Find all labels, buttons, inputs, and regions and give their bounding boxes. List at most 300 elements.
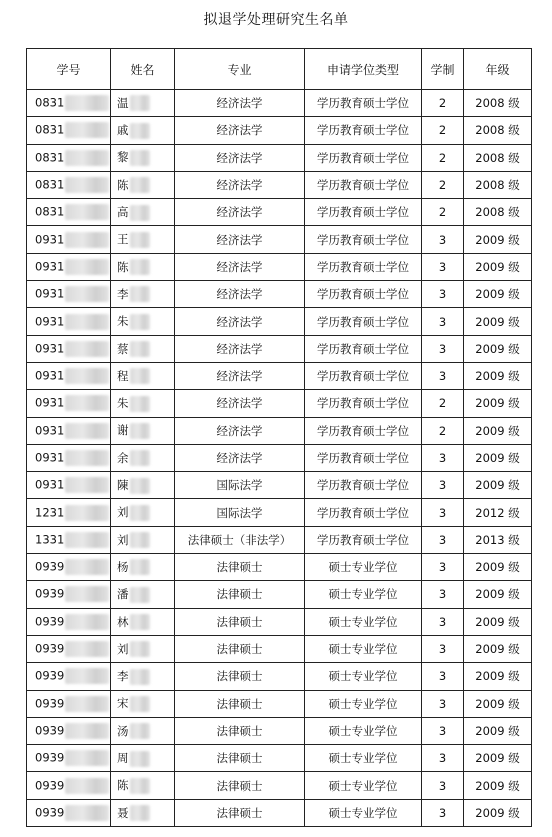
degree-type-cell-text: 学历教育硕士学位	[317, 505, 409, 520]
redaction-blur	[65, 314, 109, 330]
table-row	[27, 417, 532, 444]
degree-type-cell	[305, 745, 422, 772]
grade-cell-text: 2008 级	[475, 178, 520, 193]
grade-cell	[464, 745, 532, 772]
student-name-cell	[111, 281, 175, 308]
table-row	[27, 199, 532, 226]
grade-cell-text: 2009 级	[475, 287, 520, 302]
student-name-cell-text: 周	[117, 751, 129, 766]
student-id-cell-text: 0931	[35, 259, 65, 274]
student-id-cell	[27, 690, 111, 717]
table-row	[27, 335, 532, 362]
student-id-cell-text: 0939	[35, 805, 65, 820]
student-name-cell-text: 程	[117, 368, 129, 383]
table-row	[27, 362, 532, 389]
student-name-cell	[111, 581, 175, 608]
grade-cell	[464, 417, 532, 444]
program-length-cell-text: 2	[438, 123, 447, 138]
grade-cell	[464, 663, 532, 690]
student-id-cell-text: 0931	[35, 368, 65, 383]
degree-type-cell	[305, 554, 422, 581]
table-row	[27, 663, 532, 690]
program-length-cell	[422, 362, 464, 389]
degree-type-cell-text: 硕士专业学位	[328, 723, 398, 738]
program-length-cell	[422, 745, 464, 772]
student-id-cell-text: 0931	[35, 395, 65, 410]
table-row	[27, 690, 532, 717]
major-cell-text: 经济法学	[216, 341, 263, 356]
redaction-blur	[65, 368, 109, 384]
redaction-blur	[130, 805, 150, 821]
program-length-cell-text: 3	[438, 341, 447, 356]
student-id-cell	[27, 444, 111, 471]
degree-type-cell-text: 学历教育硕士学位	[317, 478, 409, 493]
redaction-blur	[65, 286, 109, 302]
redaction-blur	[130, 478, 150, 494]
student-id-cell	[27, 526, 111, 553]
header-degree-type: 申请学位类型	[305, 49, 422, 90]
program-length-cell	[422, 799, 464, 826]
student-id-cell	[27, 171, 111, 198]
program-length-cell	[422, 717, 464, 744]
student-id-cell-text: 0939	[35, 778, 65, 793]
major-cell	[175, 335, 305, 362]
grade-cell	[464, 554, 532, 581]
program-length-cell	[422, 417, 464, 444]
grade-cell-text: 2009 级	[475, 369, 520, 384]
student-id-cell	[27, 281, 111, 308]
student-name-cell	[111, 772, 175, 799]
grade-cell-text: 2009 级	[475, 669, 520, 684]
major-cell	[175, 717, 305, 744]
grade-cell	[464, 226, 532, 253]
redaction-blur	[65, 395, 109, 411]
student-id-cell-text: 0831	[35, 204, 65, 219]
major-cell-text: 经济法学	[216, 205, 263, 220]
grade-cell-text: 2008 级	[475, 150, 520, 165]
student-name-cell	[111, 635, 175, 662]
major-cell-text: 法律硕士	[216, 614, 263, 629]
redaction-blur	[130, 532, 150, 548]
table-row	[27, 772, 532, 799]
table-row	[27, 608, 532, 635]
grade-cell-text: 2009 级	[475, 723, 520, 738]
major-cell-text: 经济法学	[216, 259, 263, 274]
header-name: 姓名	[111, 49, 175, 90]
major-cell	[175, 362, 305, 389]
redaction-blur	[65, 122, 109, 138]
student-id-cell	[27, 635, 111, 662]
program-length-cell	[422, 226, 464, 253]
grade-cell	[464, 472, 532, 499]
redaction-blur	[65, 177, 109, 193]
program-length-cell-text: 3	[438, 614, 447, 629]
redaction-blur	[130, 641, 150, 657]
grade-cell-text: 2009 级	[475, 587, 520, 602]
student-id-cell	[27, 608, 111, 635]
major-cell	[175, 444, 305, 471]
redaction-blur	[130, 778, 150, 794]
grade-cell-text: 2009 级	[475, 805, 520, 820]
student-id-cell-text: 0939	[35, 614, 65, 629]
program-length-cell	[422, 281, 464, 308]
student-name-cell	[111, 472, 175, 499]
major-cell	[175, 199, 305, 226]
major-cell-text: 经济法学	[216, 150, 263, 165]
degree-type-cell	[305, 199, 422, 226]
student-name-cell	[111, 199, 175, 226]
redaction-blur	[65, 204, 109, 220]
degree-type-cell-text: 硕士专业学位	[328, 778, 398, 793]
student-name-cell	[111, 226, 175, 253]
student-name-cell	[111, 444, 175, 471]
major-cell-text: 法律硕士	[216, 805, 263, 820]
student-id-cell	[27, 226, 111, 253]
student-id-cell	[27, 308, 111, 335]
student-id-cell-text: 0939	[35, 586, 65, 601]
degree-type-cell-text: 学历教育硕士学位	[317, 314, 409, 329]
redaction-blur	[65, 341, 109, 357]
redaction-blur	[130, 314, 150, 330]
student-id-cell	[27, 117, 111, 144]
degree-type-cell-text: 硕士专业学位	[328, 805, 398, 820]
degree-type-cell-text: 硕士专业学位	[328, 696, 398, 711]
student-name-cell-text: 刘	[117, 532, 129, 547]
student-table	[26, 48, 532, 827]
document-title: 拟退学处理研究生名单	[203, 12, 349, 28]
student-id-cell-text: 0931	[35, 341, 65, 356]
grade-cell-text: 2008 级	[475, 123, 520, 138]
redaction-blur	[130, 587, 150, 603]
redaction-blur	[65, 586, 109, 602]
redaction-blur	[65, 805, 109, 821]
grade-cell-text: 2009 级	[475, 423, 520, 438]
student-id-cell-text: 1231	[35, 505, 65, 520]
redaction-blur	[65, 95, 109, 111]
student-id-cell	[27, 554, 111, 581]
student-name-cell-text: 李	[117, 669, 129, 684]
program-length-cell-text: 2	[438, 96, 447, 111]
major-cell-text: 经济法学	[216, 287, 263, 302]
degree-type-cell	[305, 635, 422, 662]
redaction-blur	[130, 341, 150, 357]
header-student-id: 学号	[27, 49, 111, 90]
student-id-cell-text: 0939	[35, 723, 65, 738]
program-length-cell-text: 3	[438, 669, 447, 684]
program-length-cell	[422, 117, 464, 144]
degree-type-cell	[305, 663, 422, 690]
program-length-cell	[422, 308, 464, 335]
grade-cell-text: 2009 级	[475, 696, 520, 711]
student-id-cell	[27, 90, 111, 117]
student-name-cell-text: 高	[117, 205, 129, 220]
program-length-cell	[422, 144, 464, 171]
grade-cell	[464, 117, 532, 144]
grade-cell	[464, 362, 532, 389]
table-row	[27, 581, 532, 608]
program-length-cell	[422, 554, 464, 581]
major-cell	[175, 499, 305, 526]
header-major: 专业	[175, 49, 305, 90]
student-name-cell	[111, 308, 175, 335]
degree-type-cell	[305, 171, 422, 198]
student-name-cell	[111, 745, 175, 772]
degree-type-cell-text: 学历教育硕士学位	[317, 205, 409, 220]
program-length-cell	[422, 171, 464, 198]
student-name-cell-text: 蔡	[117, 341, 129, 356]
grade-cell	[464, 499, 532, 526]
degree-type-cell	[305, 281, 422, 308]
redaction-blur	[65, 450, 109, 466]
degree-type-cell	[305, 390, 422, 417]
major-cell-text: 国际法学	[216, 478, 263, 493]
student-name-cell-text: 温	[117, 95, 129, 110]
degree-type-cell-text: 学历教育硕士学位	[317, 369, 409, 384]
redaction-blur	[65, 532, 109, 548]
student-id-cell	[27, 362, 111, 389]
major-cell-text: 法律硕士	[216, 723, 263, 738]
student-id-cell	[27, 472, 111, 499]
program-length-cell	[422, 663, 464, 690]
table-row	[27, 253, 532, 280]
major-cell	[175, 390, 305, 417]
redaction-blur	[65, 259, 109, 275]
program-length-cell-text: 3	[438, 696, 447, 711]
student-name-cell-text: 王	[117, 232, 129, 247]
program-length-cell	[422, 581, 464, 608]
major-cell	[175, 253, 305, 280]
student-id-cell-text: 0931	[35, 423, 65, 438]
student-id-cell	[27, 417, 111, 444]
grade-cell	[464, 390, 532, 417]
student-id-cell	[27, 199, 111, 226]
major-cell	[175, 745, 305, 772]
major-cell	[175, 90, 305, 117]
degree-type-cell-text: 学历教育硕士学位	[317, 178, 409, 193]
redaction-blur	[130, 505, 150, 521]
student-name-cell-text: 李	[117, 286, 129, 301]
grade-cell	[464, 281, 532, 308]
degree-type-cell	[305, 499, 422, 526]
grade-cell-text: 2008 级	[475, 96, 520, 111]
redaction-blur	[65, 423, 109, 439]
student-name-cell-text: 陳	[117, 478, 129, 493]
program-length-cell	[422, 335, 464, 362]
redaction-blur	[130, 723, 150, 739]
student-id-cell-text: 1331	[35, 532, 65, 547]
grade-cell	[464, 608, 532, 635]
student-name-cell-text: 聂	[117, 805, 129, 820]
student-id-cell-text: 0931	[35, 314, 65, 329]
major-cell-text: 经济法学	[216, 232, 263, 247]
program-length-cell	[422, 690, 464, 717]
degree-type-cell	[305, 253, 422, 280]
student-id-cell-text: 0939	[35, 559, 65, 574]
major-cell	[175, 663, 305, 690]
redaction-blur	[65, 723, 109, 739]
student-id-cell	[27, 772, 111, 799]
student-name-cell	[111, 144, 175, 171]
program-length-cell-text: 3	[438, 451, 447, 465]
student-id-cell	[27, 663, 111, 690]
major-cell	[175, 226, 305, 253]
grade-cell	[464, 772, 532, 799]
redaction-blur	[130, 696, 150, 712]
program-length-cell-text: 3	[438, 778, 447, 793]
major-cell-text: 法律硕士	[216, 751, 263, 766]
grade-cell-text: 2009 级	[475, 478, 520, 493]
degree-type-cell-text: 学历教育硕士学位	[317, 96, 409, 111]
student-name-cell-text: 杨	[117, 559, 129, 574]
redaction-blur	[130, 368, 150, 384]
redaction-blur	[65, 150, 109, 166]
table-header-row	[27, 49, 532, 90]
student-name-cell	[111, 526, 175, 553]
program-length-cell-text: 3	[438, 751, 447, 766]
redaction-blur	[130, 150, 150, 166]
student-id-cell	[27, 253, 111, 280]
student-name-cell-text: 陈	[117, 778, 129, 793]
major-cell	[175, 581, 305, 608]
degree-type-cell	[305, 772, 422, 799]
program-length-cell	[422, 199, 464, 226]
table-row	[27, 390, 532, 417]
major-cell	[175, 526, 305, 553]
degree-type-cell-text: 学历教育硕士学位	[317, 423, 409, 438]
table-row	[27, 281, 532, 308]
student-name-cell-text: 陈	[117, 177, 129, 192]
student-name-cell	[111, 717, 175, 744]
program-length-cell	[422, 444, 464, 471]
student-name-cell	[111, 117, 175, 144]
degree-type-cell	[305, 444, 422, 471]
major-cell-text: 法律硕士	[216, 642, 263, 657]
program-length-cell-text: 3	[438, 232, 447, 247]
student-name-cell-text: 林	[117, 614, 129, 629]
redaction-blur	[65, 505, 109, 521]
student-name-cell-text: 宋	[117, 696, 129, 711]
table-row	[27, 717, 532, 744]
redaction-blur	[130, 614, 150, 630]
table-row	[27, 526, 532, 553]
table-row	[27, 554, 532, 581]
major-cell	[175, 144, 305, 171]
redaction-blur	[130, 396, 150, 412]
grade-cell	[464, 90, 532, 117]
student-name-cell-text: 潘	[117, 587, 129, 602]
student-name-cell-text: 朱	[117, 314, 129, 329]
student-name-cell-text: 陈	[117, 259, 129, 274]
degree-type-cell-text: 学历教育硕士学位	[317, 532, 409, 547]
degree-type-cell	[305, 526, 422, 553]
student-name-cell-text: 刘	[117, 505, 129, 520]
grade-cell-text: 2012 级	[475, 505, 520, 520]
program-length-cell-text: 3	[438, 805, 447, 820]
student-name-cell-text: 刘	[117, 641, 129, 656]
redaction-blur	[130, 232, 150, 248]
major-cell	[175, 554, 305, 581]
student-id-cell	[27, 799, 111, 826]
table-row	[27, 144, 532, 171]
major-cell	[175, 171, 305, 198]
grade-cell	[464, 253, 532, 280]
redaction-blur	[130, 95, 150, 111]
degree-type-cell-text: 硕士专业学位	[328, 669, 398, 684]
degree-type-cell	[305, 308, 422, 335]
student-name-cell-text: 余	[117, 450, 129, 465]
program-length-cell-text: 3	[438, 723, 447, 738]
major-cell-text: 经济法学	[216, 314, 263, 329]
program-length-cell-text: 3	[438, 314, 447, 329]
redaction-blur	[65, 668, 109, 684]
degree-type-cell	[305, 417, 422, 444]
student-id-cell	[27, 390, 111, 417]
major-cell	[175, 117, 305, 144]
major-cell	[175, 417, 305, 444]
redaction-blur	[65, 477, 109, 493]
grade-cell-text: 2009 级	[475, 560, 520, 575]
degree-type-cell	[305, 717, 422, 744]
major-cell	[175, 635, 305, 662]
student-name-cell	[111, 690, 175, 717]
degree-type-cell-text: 硕士专业学位	[328, 642, 398, 657]
program-length-cell	[422, 472, 464, 499]
grade-cell	[464, 199, 532, 226]
grade-cell-text: 2008 级	[475, 205, 520, 220]
redaction-blur	[65, 778, 109, 794]
program-length-cell	[422, 526, 464, 553]
degree-type-cell	[305, 117, 422, 144]
grade-cell-text: 2009 级	[475, 396, 520, 411]
redaction-blur	[130, 286, 150, 302]
student-name-cell	[111, 362, 175, 389]
major-cell	[175, 281, 305, 308]
redaction-blur	[130, 205, 150, 221]
program-length-cell-text: 2	[438, 178, 447, 193]
student-id-cell-text: 0939	[35, 750, 65, 765]
grade-cell	[464, 444, 532, 471]
grade-cell	[464, 308, 532, 335]
student-id-cell-text: 0831	[35, 122, 65, 137]
major-cell-text: 国际法学	[216, 505, 263, 520]
major-cell-text: 经济法学	[216, 396, 263, 411]
program-length-cell-text: 3	[438, 642, 447, 657]
major-cell	[175, 472, 305, 499]
student-id-cell-text: 0931	[35, 477, 65, 492]
degree-type-cell-text: 硕士专业学位	[328, 614, 398, 629]
student-name-cell	[111, 335, 175, 362]
header-grade: 年级	[464, 49, 532, 90]
student-id-cell	[27, 745, 111, 772]
major-cell	[175, 772, 305, 799]
program-length-cell-text: 3	[438, 587, 447, 602]
degree-type-cell-text: 学历教育硕士学位	[317, 287, 409, 302]
program-length-cell-text: 2	[438, 396, 447, 411]
student-name-cell	[111, 417, 175, 444]
degree-type-cell-text: 学历教育硕士学位	[317, 341, 409, 356]
program-length-cell	[422, 390, 464, 417]
degree-type-cell-text: 学历教育硕士学位	[317, 232, 409, 247]
redaction-blur	[65, 641, 109, 657]
grade-cell	[464, 144, 532, 171]
program-length-cell-text: 3	[438, 560, 447, 575]
degree-type-cell-text: 硕士专业学位	[328, 587, 398, 602]
degree-type-cell	[305, 335, 422, 362]
grade-cell-text: 2009 级	[475, 614, 520, 629]
program-length-cell	[422, 635, 464, 662]
student-id-cell-text: 0939	[35, 641, 65, 656]
major-cell-text: 经济法学	[216, 451, 263, 465]
